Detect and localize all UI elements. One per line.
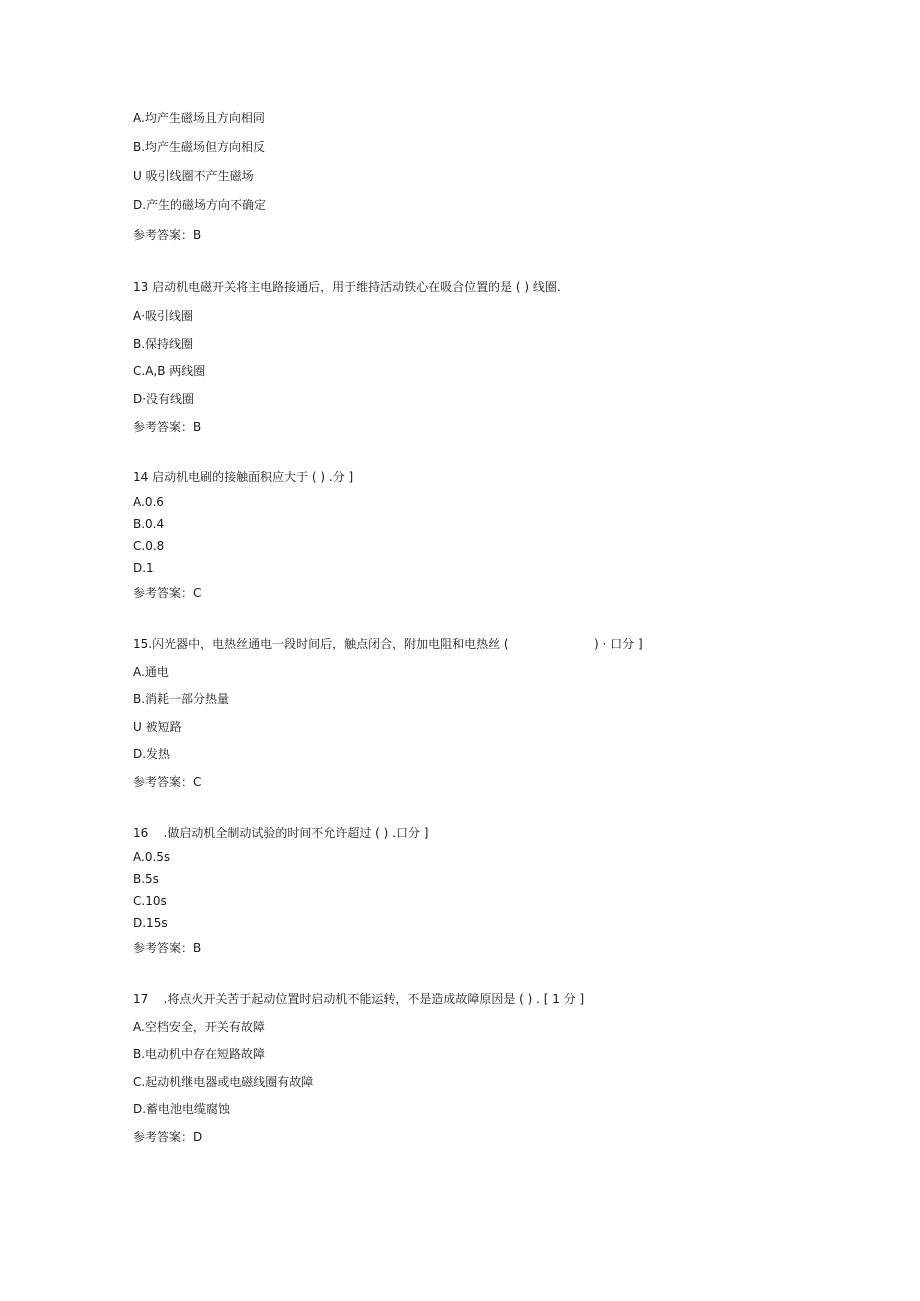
question-16: 16 .做启动机全制动试验的时间不允许超过 ( ) .口分 ] <box>133 826 429 840</box>
option-a: A.均产生磁场且方向相同 <box>133 111 265 125</box>
option-c: C.起动机继电器或电磁线圈有故障 <box>133 1075 314 1089</box>
option-a: A.通电 <box>133 665 169 679</box>
option-c: C.0.8 <box>133 539 165 553</box>
option-b: B.5s <box>133 872 159 886</box>
option-d: D.15s <box>133 916 168 930</box>
question-13: 13 启动机电磁开关将主电路接通后，用于维持活动铁心在吸合位置的是 ( ) 线圈. <box>133 280 561 294</box>
option-b: B.0.4 <box>133 517 165 531</box>
option-d: D.发热 <box>133 747 171 761</box>
option-c: U 被短路 <box>133 720 182 734</box>
option-d: D·没有线圈 <box>133 392 195 406</box>
answer: 参考答案：B <box>133 941 202 955</box>
option-d: D.蓄电池电缆腐蚀 <box>133 1102 231 1116</box>
option-a: A.0.5s <box>133 850 171 864</box>
answer: 参考答案：C <box>133 586 202 600</box>
option-c: U 吸引线圈不产生磁场 <box>133 169 254 183</box>
option-b: B.均产生磁场但方向相反 <box>133 140 266 154</box>
option-a: A.空档安全，开关有故障 <box>133 1020 265 1034</box>
question-14: 14 启动机电刷的接触面积应大于 ( ) .分 ] <box>133 470 354 484</box>
answer: 参考答案：D <box>133 1130 203 1144</box>
option-c: C.A,B 两线圈 <box>133 364 206 378</box>
question-15: 15.闪光器中，电热丝通电一段时间后，触点闭合，附加电阻和电热丝 ( <box>133 637 509 651</box>
answer: 参考答案：B <box>133 228 202 242</box>
option-b: B.保持线圈 <box>133 337 194 351</box>
question-15-tail: ) · 口分 ] <box>594 637 643 651</box>
option-c: C.10s <box>133 894 167 908</box>
option-a: A.0.6 <box>133 495 164 509</box>
option-b: B.消耗一部分热量 <box>133 692 230 706</box>
option-b: B.电动机中存在短路故障 <box>133 1047 266 1061</box>
answer: 参考答案：B <box>133 420 202 434</box>
option-a: A·吸引线圈 <box>133 309 194 323</box>
answer: 参考答案：C <box>133 775 202 789</box>
option-d: D.1 <box>133 561 154 575</box>
option-d: D.产生的磁场方向不确定 <box>133 198 267 212</box>
question-17: 17 .将点火开关苦于起动位置时启动机不能运转，不是造成故障原因是 ( ) . [ 1 分 ] <box>133 992 585 1006</box>
